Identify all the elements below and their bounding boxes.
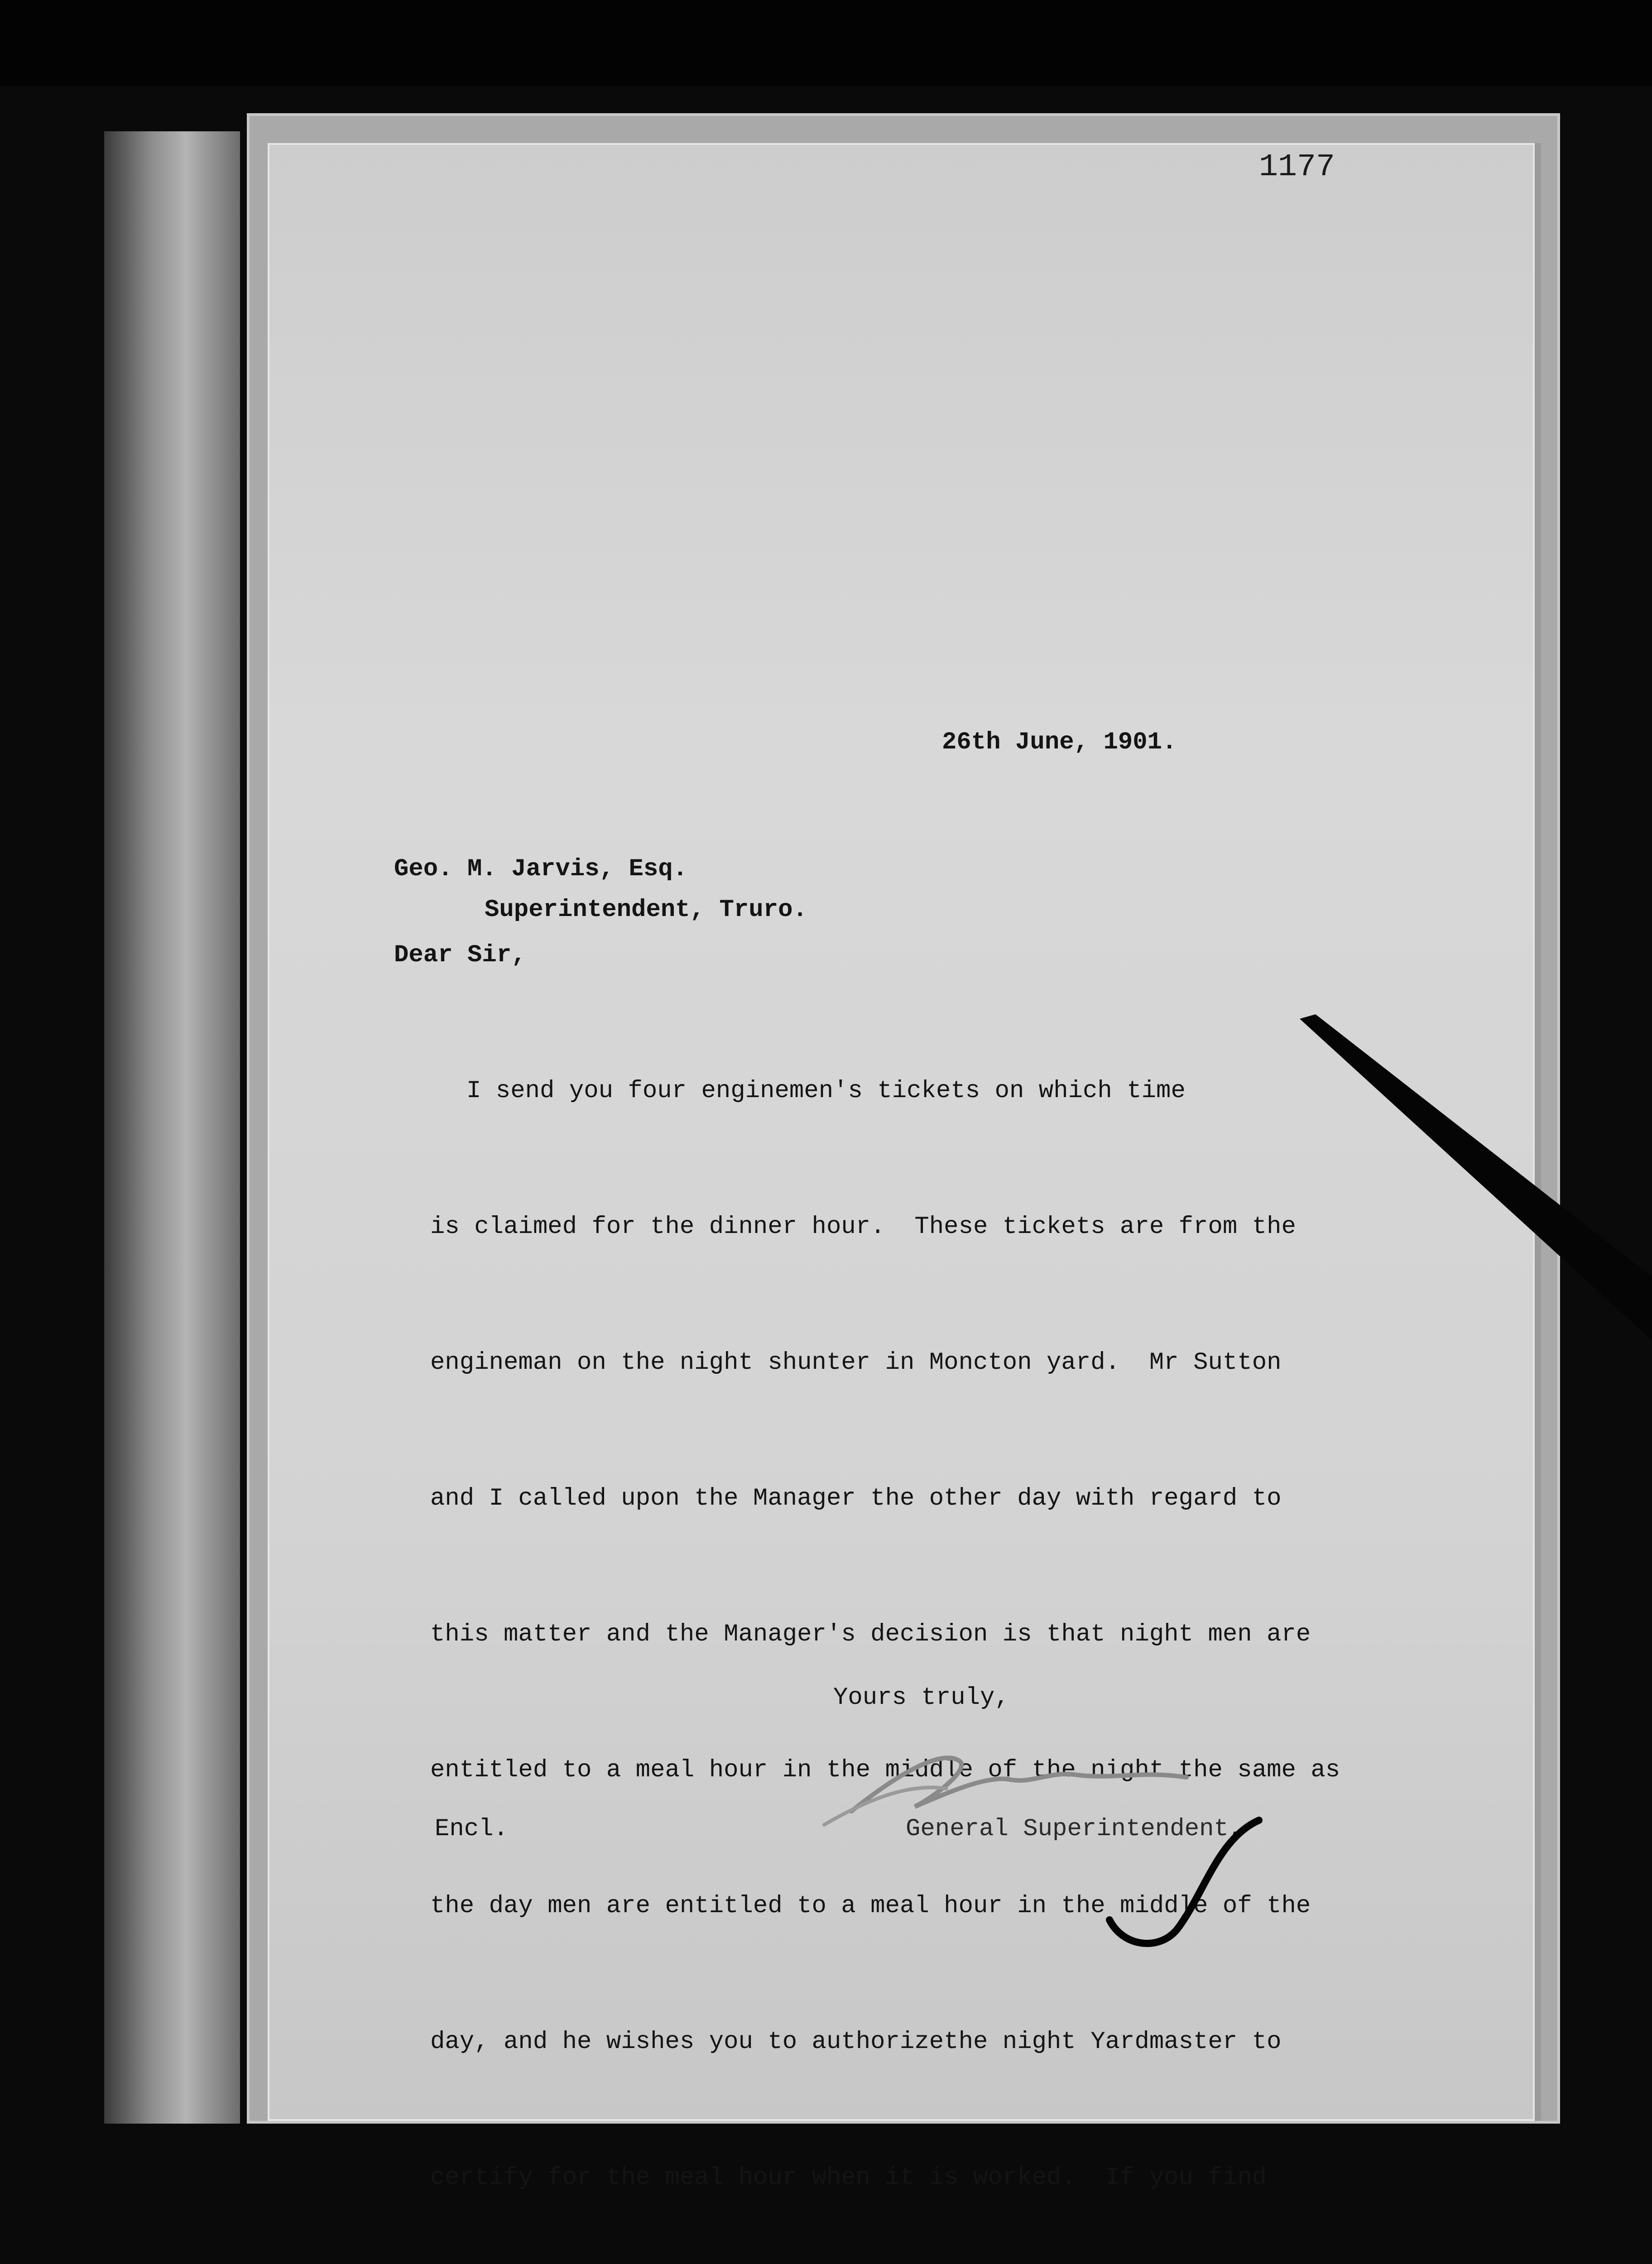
page-number: 1177 bbox=[1259, 149, 1335, 185]
recipient-name: Geo. M. Jarvis, Esq. bbox=[394, 855, 688, 883]
body-line: this matter and the Manager's decision is that night men are bbox=[430, 1621, 1311, 1648]
enclosure-note: Encl. bbox=[435, 1815, 509, 1843]
body-line: day, and he wishes you to authorizethe night Yardmaster to bbox=[430, 2028, 1282, 2056]
body-line: and I called upon the Manager the other day with regard to bbox=[430, 1485, 1282, 1512]
signer-title: General Superintendent, bbox=[906, 1815, 1244, 1843]
body-line: I send you four enginemen's tickets on which time bbox=[466, 1077, 1186, 1105]
letter-date: 26th June, 1901. bbox=[942, 729, 1177, 756]
adjacent-page-edge bbox=[104, 131, 240, 2124]
body-line: is claimed for the dinner hour. These tickets are from the bbox=[430, 1213, 1296, 1241]
film-border bbox=[0, 0, 1652, 86]
body-line: engineman on the night shunter in Moncton yard. Mr Sutton bbox=[430, 1349, 1282, 1377]
body-line: certify for the meal hour when it is worked. If you find bbox=[430, 2164, 1267, 2192]
closing: Yours truly, bbox=[833, 1684, 1009, 1712]
recipient-title: Superintendent, Truro. bbox=[485, 896, 807, 924]
salutation: Dear Sir, bbox=[394, 941, 526, 969]
body-line: entitled to a meal hour in the middle of the night the same as bbox=[430, 1756, 1340, 1784]
body-line: the day men are entitled to a meal hour in the middle of the bbox=[430, 1892, 1311, 1920]
letter-body bbox=[430, 978, 1340, 2264]
